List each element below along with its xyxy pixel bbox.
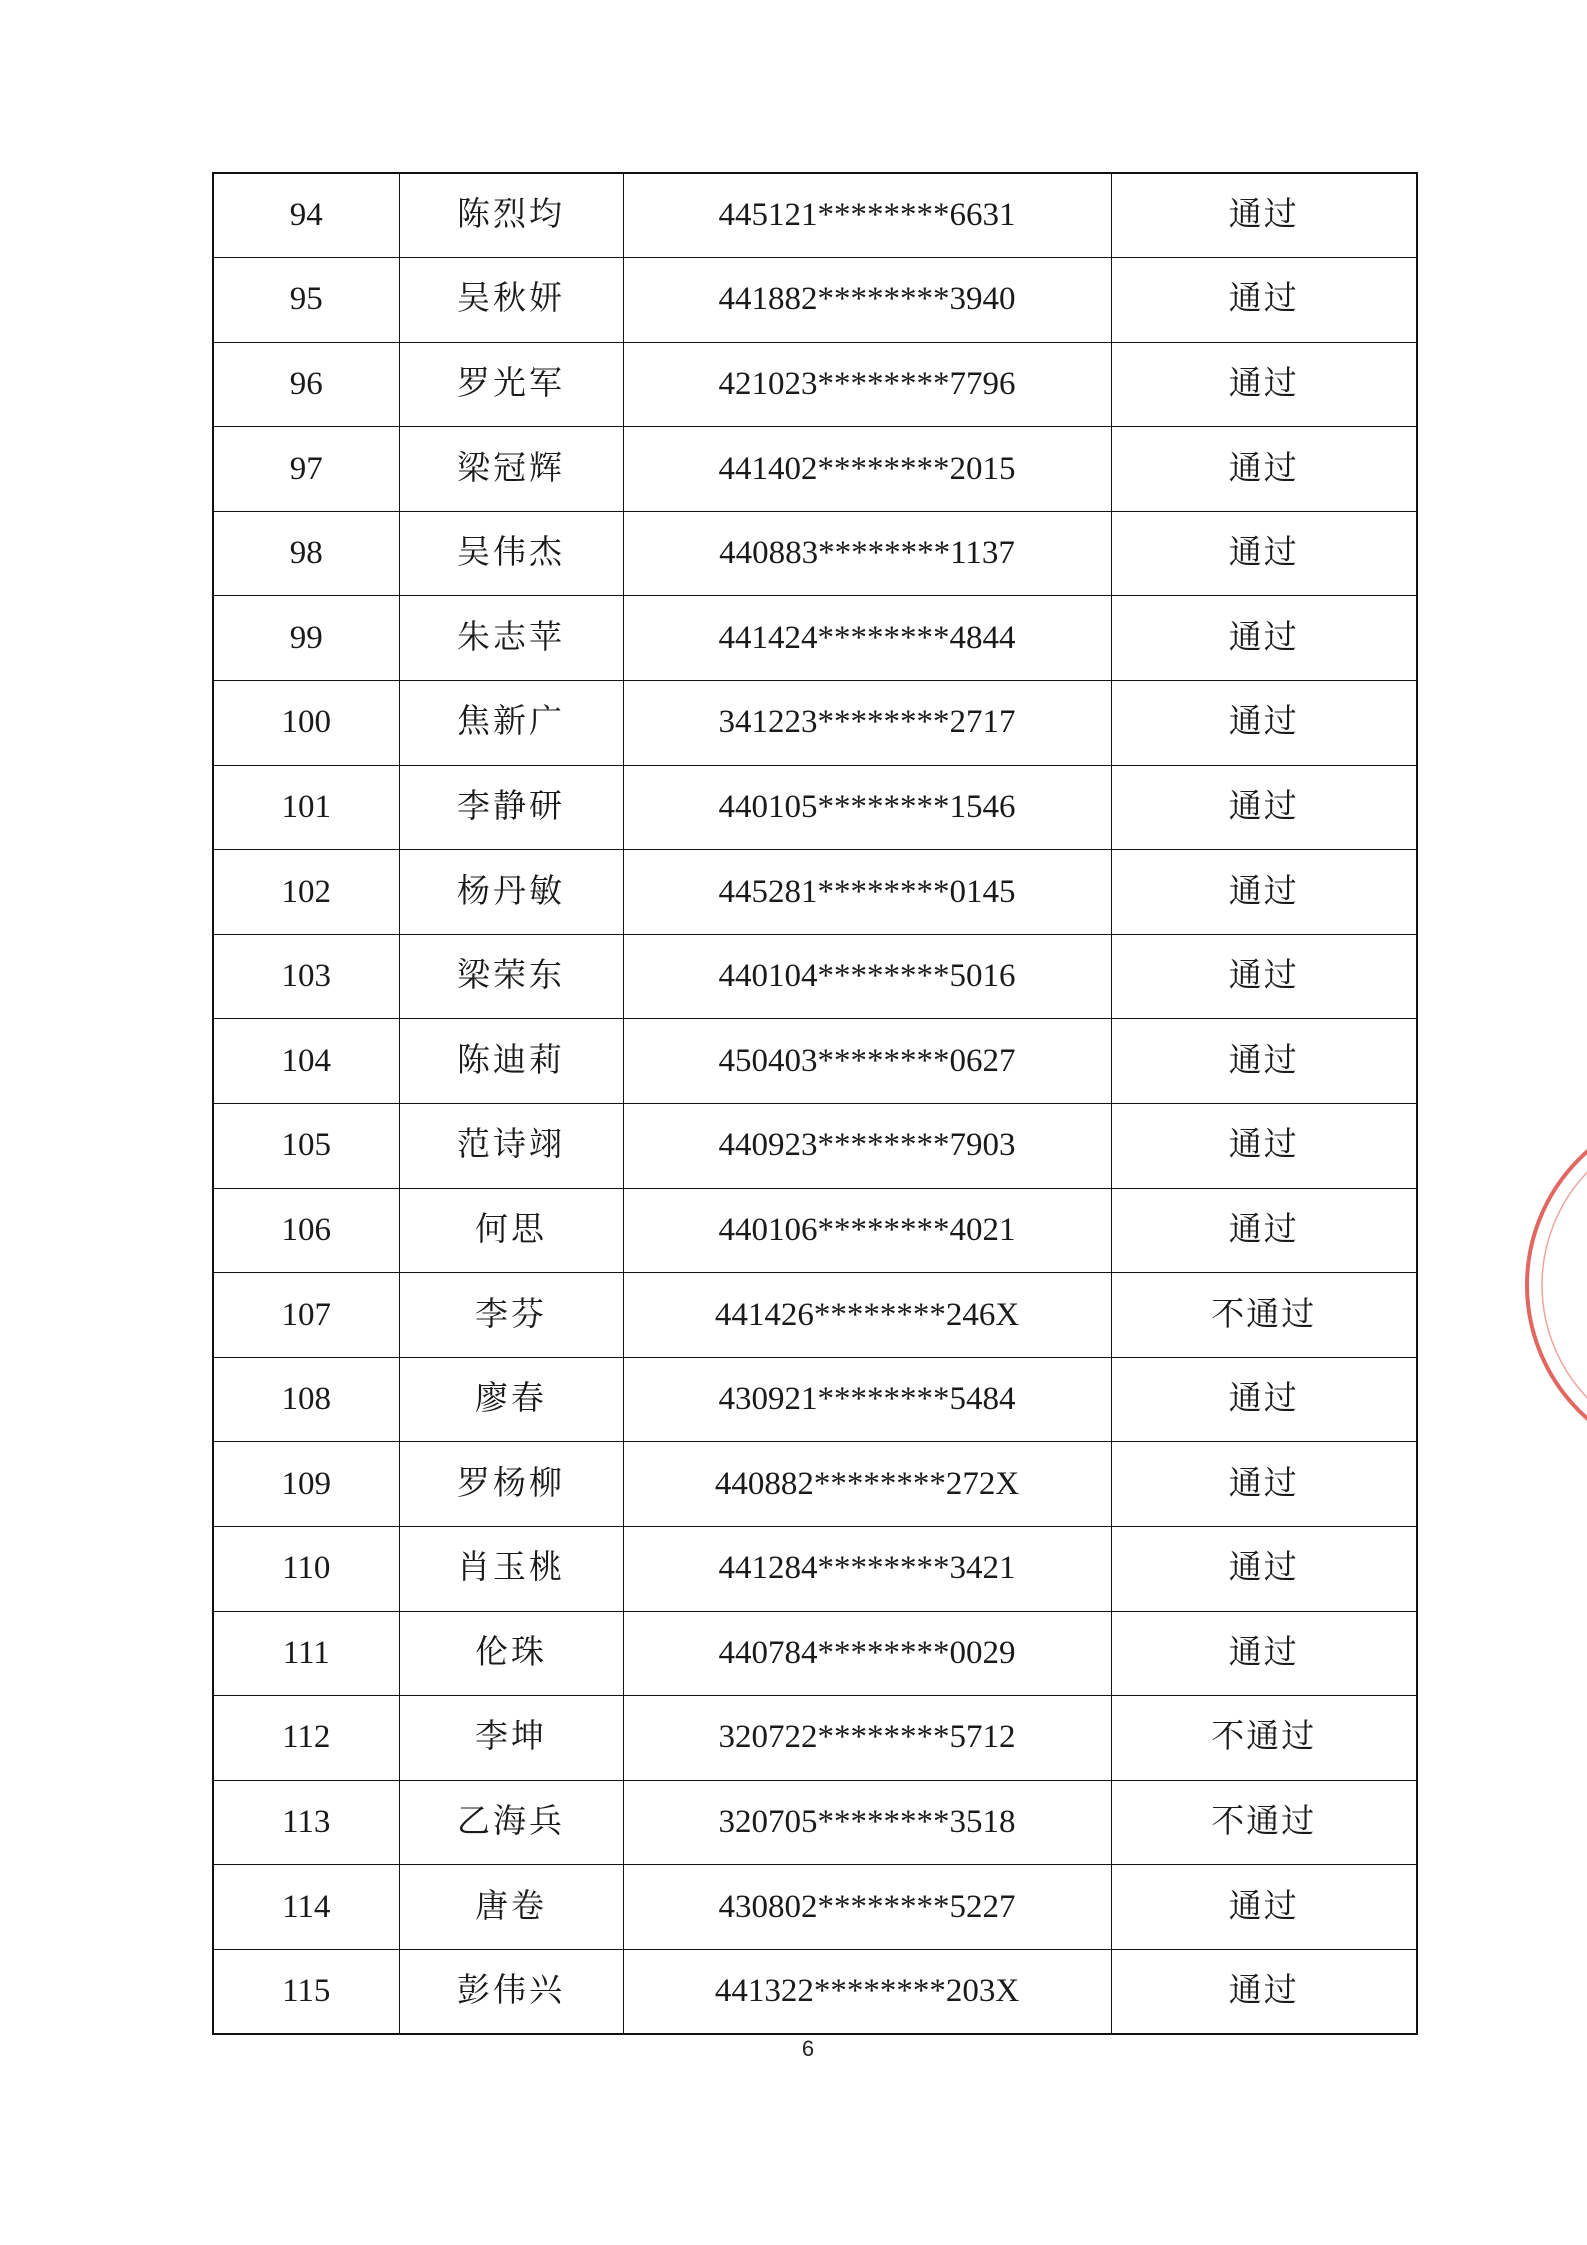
table-row	[213, 765, 1417, 850]
id-number-cell: 445121********6631	[623, 173, 1111, 258]
row-number-cell: 94	[213, 173, 399, 258]
row-number-cell: 110	[213, 1527, 399, 1612]
table-row	[213, 850, 1417, 935]
id-number-cell: 441882********3940	[623, 258, 1111, 343]
table-row	[213, 1188, 1417, 1273]
name-cell: 李静研	[399, 765, 623, 850]
table-row	[213, 511, 1417, 596]
id-number-cell: 441322********203X	[623, 1949, 1111, 2034]
row-number-cell: 99	[213, 596, 399, 681]
id-number-cell: 440883********1137	[623, 511, 1111, 596]
id-number-cell: 440104********5016	[623, 934, 1111, 1019]
row-number-cell: 103	[213, 934, 399, 1019]
row-number-cell: 96	[213, 342, 399, 427]
name-cell: 陈迪莉	[399, 1019, 623, 1104]
id-number-cell: 341223********2717	[623, 681, 1111, 766]
result-cell: 通过	[1111, 1527, 1417, 1612]
id-number-cell: 441424********4844	[623, 596, 1111, 681]
table-row	[213, 1949, 1417, 2034]
row-number-cell: 109	[213, 1442, 399, 1527]
name-cell: 吴伟杰	[399, 511, 623, 596]
result-cell: 通过	[1111, 681, 1417, 766]
result-cell: 通过	[1111, 1442, 1417, 1527]
id-number-cell: 445281********0145	[623, 850, 1111, 935]
result-cell: 通过	[1111, 427, 1417, 512]
row-number-cell: 95	[213, 258, 399, 343]
row-number-cell: 105	[213, 1104, 399, 1189]
id-number-cell: 441426********246X	[623, 1273, 1111, 1358]
name-cell: 唐卷	[399, 1865, 623, 1950]
table-row	[213, 258, 1417, 343]
result-cell: 通过	[1111, 850, 1417, 935]
table-row	[213, 1019, 1417, 1104]
official-seal-fragment	[1500, 1140, 1587, 1430]
review-result-table	[212, 172, 1418, 2035]
name-cell: 陈烈均	[399, 173, 623, 258]
row-number-cell: 112	[213, 1696, 399, 1781]
row-number-cell: 107	[213, 1273, 399, 1358]
row-number-cell: 104	[213, 1019, 399, 1104]
row-number-cell: 108	[213, 1357, 399, 1442]
name-cell: 朱志苹	[399, 596, 623, 681]
id-number-cell: 320722********5712	[623, 1696, 1111, 1781]
table-row	[213, 596, 1417, 681]
page-number: 6	[801, 2036, 815, 2061]
result-cell: 通过	[1111, 1865, 1417, 1950]
table-row	[213, 1527, 1417, 1612]
name-cell: 梁荣东	[399, 934, 623, 1019]
table-row	[213, 1273, 1417, 1358]
result-cell: 不通过	[1111, 1780, 1417, 1865]
row-number-cell: 111	[213, 1611, 399, 1696]
row-number-cell: 115	[213, 1949, 399, 2034]
table-row	[213, 1696, 1417, 1781]
id-number-cell: 430802********5227	[623, 1865, 1111, 1950]
name-cell: 范诗翊	[399, 1104, 623, 1189]
id-number-cell: 440106********4021	[623, 1188, 1111, 1273]
row-number-cell: 97	[213, 427, 399, 512]
row-number-cell: 100	[213, 681, 399, 766]
result-cell: 通过	[1111, 258, 1417, 343]
id-number-cell: 440923********7903	[623, 1104, 1111, 1189]
table-body	[213, 173, 1417, 2034]
result-cell: 通过	[1111, 1019, 1417, 1104]
id-number-cell: 450403********0627	[623, 1019, 1111, 1104]
name-cell: 罗杨柳	[399, 1442, 623, 1527]
table-row	[213, 427, 1417, 512]
result-cell: 通过	[1111, 1104, 1417, 1189]
name-cell: 伦珠	[399, 1611, 623, 1696]
result-cell: 通过	[1111, 596, 1417, 681]
result-cell: 通过	[1111, 1949, 1417, 2034]
result-cell: 通过	[1111, 1188, 1417, 1273]
table-row	[213, 1611, 1417, 1696]
table-row	[213, 681, 1417, 766]
table-row	[213, 1780, 1417, 1865]
result-cell: 通过	[1111, 1357, 1417, 1442]
table-row	[213, 1357, 1417, 1442]
name-cell: 肖玉桃	[399, 1527, 623, 1612]
name-cell: 罗光军	[399, 342, 623, 427]
id-number-cell: 441284********3421	[623, 1527, 1111, 1612]
name-cell: 乙海兵	[399, 1780, 623, 1865]
id-number-cell: 440882********272X	[623, 1442, 1111, 1527]
row-number-cell: 101	[213, 765, 399, 850]
name-cell: 李芬	[399, 1273, 623, 1358]
id-number-cell: 430921********5484	[623, 1357, 1111, 1442]
seal-inner-ring	[1542, 1140, 1587, 1430]
row-number-cell: 98	[213, 511, 399, 596]
name-cell: 彭伟兴	[399, 1949, 623, 2034]
row-number-cell: 102	[213, 850, 399, 935]
name-cell: 杨丹敏	[399, 850, 623, 935]
row-number-cell: 113	[213, 1780, 399, 1865]
result-cell: 不通过	[1111, 1696, 1417, 1781]
result-cell: 通过	[1111, 342, 1417, 427]
table-row	[213, 173, 1417, 258]
id-number-cell: 440105********1546	[623, 765, 1111, 850]
result-cell: 通过	[1111, 765, 1417, 850]
name-cell: 廖春	[399, 1357, 623, 1442]
table-row	[213, 1442, 1417, 1527]
result-cell: 通过	[1111, 1611, 1417, 1696]
id-number-cell: 320705********3518	[623, 1780, 1111, 1865]
id-number-cell: 441402********2015	[623, 427, 1111, 512]
result-cell: 不通过	[1111, 1273, 1417, 1358]
name-cell: 何思	[399, 1188, 623, 1273]
id-number-cell: 440784********0029	[623, 1611, 1111, 1696]
name-cell: 吴秋妍	[399, 258, 623, 343]
name-cell: 李坤	[399, 1696, 623, 1781]
name-cell: 梁冠辉	[399, 427, 623, 512]
result-cell: 通过	[1111, 934, 1417, 1019]
table-row	[213, 1865, 1417, 1950]
result-cell: 通过	[1111, 511, 1417, 596]
row-number-cell: 106	[213, 1188, 399, 1273]
row-number-cell: 114	[213, 1865, 399, 1950]
table-row	[213, 342, 1417, 427]
table-row	[213, 1104, 1417, 1189]
table-row	[213, 934, 1417, 1019]
name-cell: 焦新广	[399, 681, 623, 766]
result-cell: 通过	[1111, 173, 1417, 258]
id-number-cell: 421023********7796	[623, 342, 1111, 427]
